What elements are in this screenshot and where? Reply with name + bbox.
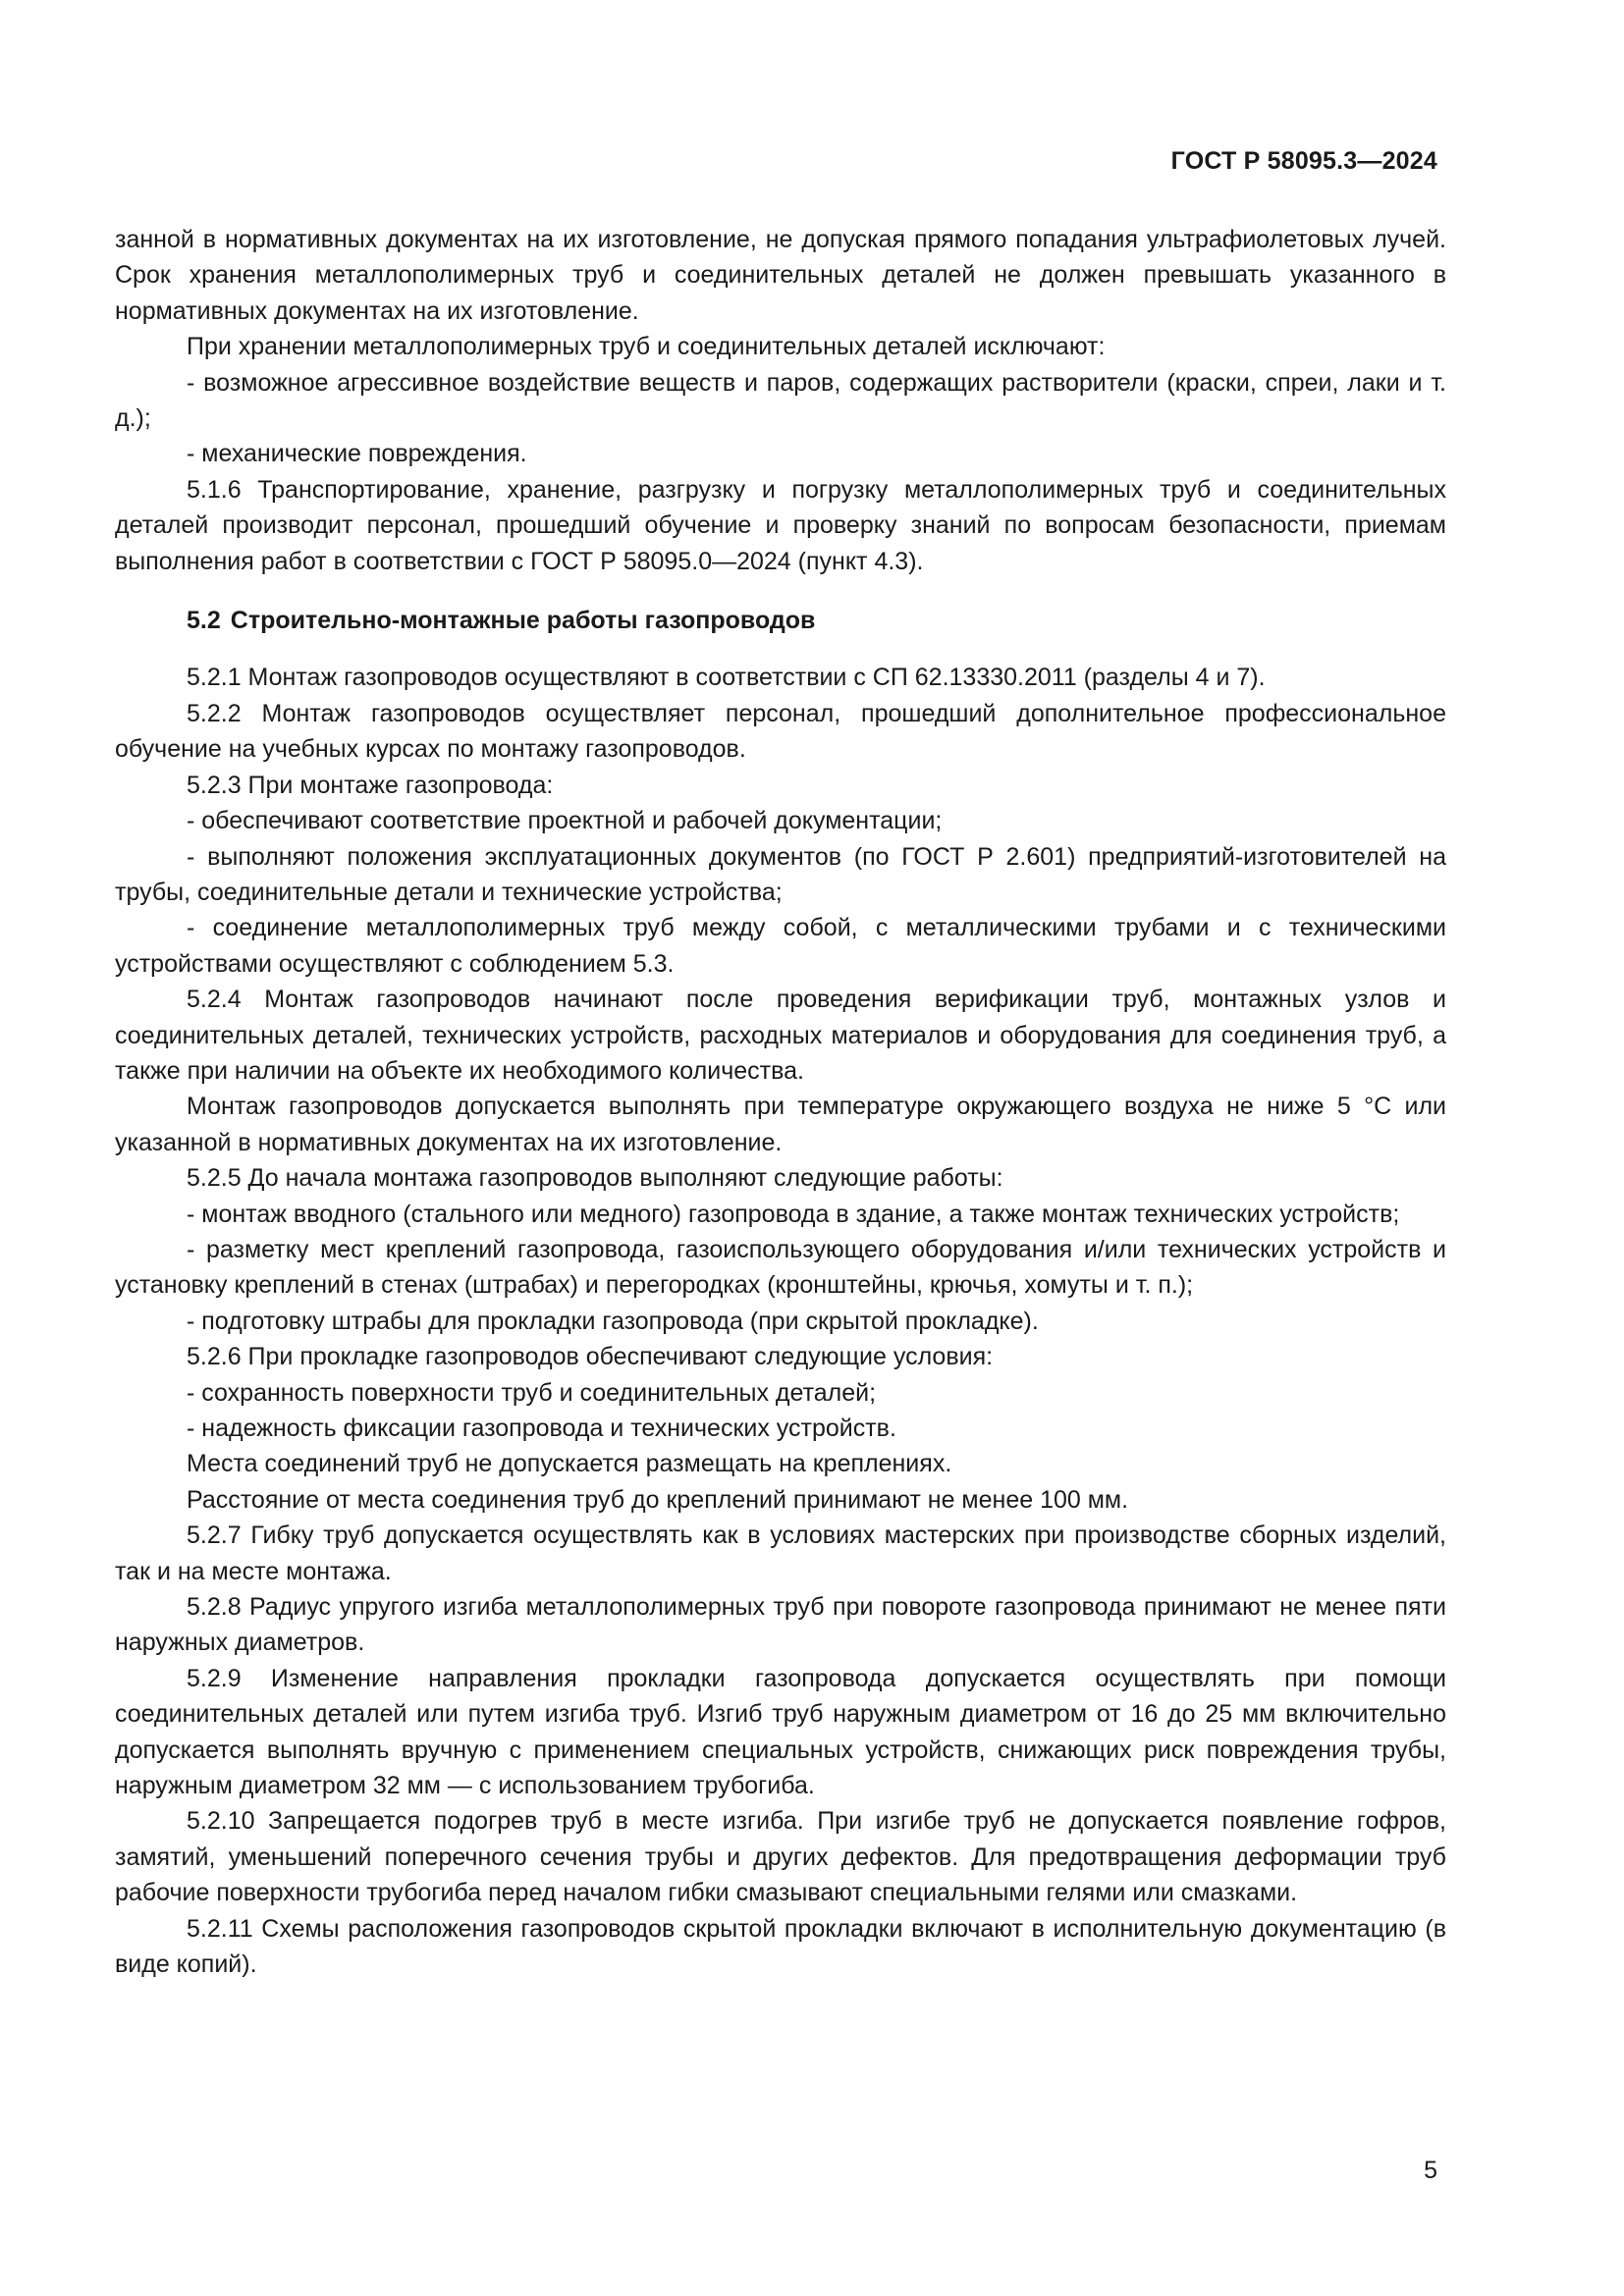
list-item: - разметку мест креплений газопровода, газоиспользующего оборудования и/или технических устройств и установку креплений в стенах (штрабах) и перегородках (кронштейны, крючья, хомуты и т. п.);: [115, 1235, 1446, 1300]
list-item: - подготовку штрабы для прокладки газопровода (при скрытой прокладке).: [187, 1307, 1039, 1335]
clause-5-2-8: 5.2.8 Радиус упругого изгиба металлополимерных труб при повороте газопровода принимают не менее пяти наружных диаметров.: [115, 1593, 1446, 1657]
list-item: - обеспечивают соответствие проектной и рабочей документации;: [187, 807, 943, 835]
list-item: - надежность фиксации газопровода и технических устройств.: [187, 1415, 896, 1442]
document-id-header: ГОСТ Р 58095.3—2024: [1170, 147, 1437, 175]
clause-5-2-9: 5.2.9 Изменение направления прокладки газопровода допускается осуществлять при помощи соединительных деталей или путем изгиба труб. Изгиб труб наружным диаметром от 16 до 25 мм включительно допускается выполнять вручную с применением специальных устройств, снижающих риск повреждения трубы, наружным диаметром 32 мм — с использованием трубогиба.: [115, 1664, 1446, 1800]
clause-5-2-2: 5.2.2 Монтаж газопроводов осуществляет персонал, прошедший дополнительное профессиональное обучение на учебных курсах по монтажу газопроводов.: [115, 699, 1446, 764]
list-item: - монтаж вводного (стального или медного) газопровода в здание, а также монтаж технических устройств;: [187, 1200, 1400, 1228]
list-item: - выполняют положения эксплуатационных документов (по ГОСТ Р 2.601) предприятий-изготовителей на трубы, соединительные детали и технические устройства;: [115, 842, 1446, 906]
paragraph: занной в нормативных документах на их изготовление, не допуская прямого попадания ультрафиолетовых лучей. Срок хранения металлополимерных труб и соединительных деталей не должен превышать указанного в нормативных документах на их изготовление.: [115, 226, 1446, 325]
paragraph: Монтаж газопроводов допускается выполнять при температуре окружающего воздуха не ниже 5 °С или указанной в нормативных документах на их изготовление.: [115, 1093, 1446, 1156]
clause-5-2-10: 5.2.10 Запрещается подогрев труб в месте изгиба. При изгибе труб не допускается появление гофров, замятий, уменьшений поперечного сечения трубы и других дефектов. Для предотвращения деформации труб рабочие поверхности трубогиба перед началом гибки смазывают специальными гелями или смазками.: [115, 1807, 1446, 1907]
clause-5-2-11: 5.2.11 Схемы расположения газопроводов скрытой прокладки включают в исполнительную документацию (в виде копий).: [115, 1914, 1446, 1979]
document-body: [115, 222, 1446, 1983]
list-item: - возможное агрессивное воздействие веществ и паров, содержащих растворители (краски, спреи, лаки и т. д.);: [115, 368, 1446, 433]
paragraph: Места соединений труб не допускается размещать на креплениях.: [187, 1450, 952, 1478]
clause-5-2-7: 5.2.7 Гибку труб допускается осуществлять как в условиях мастерских при производстве сборных изделий, так и на месте монтажа.: [115, 1522, 1446, 1585]
paragraph: Расстояние от места соединения труб до креплений принимают не менее 100 мм.: [187, 1485, 1129, 1514]
list-item: - соединение металлополимерных труб между собой, с металлическими трубами и с техническими устройствами осуществляют с соблюдением 5.3.: [115, 914, 1446, 978]
clause-5-1-6: 5.1.6 Транспортирование, хранение, разгрузку и погрузку металлополимерных труб и соединительных деталей производит персонал, прошедший обучение и проверку знаний по вопросам безопасности, приемам выполнения работ в соответствии с ГОСТ Р 58095.0—2024 (пункт 4.3).: [115, 475, 1446, 575]
section-title: Строительно-монтажные работы газопроводов: [230, 607, 816, 635]
clause-5-2-1: 5.2.1 Монтаж газопроводов осуществляют в соответствии с СП 62.13330.2011 (разделы 4 и 7).: [187, 664, 1266, 692]
clause-5-2-6: 5.2.6 При прокладке газопроводов обеспечивают следующие условия:: [187, 1343, 994, 1371]
section-number: 5.2: [187, 607, 221, 635]
section-heading: [115, 603, 1446, 638]
list-item: - сохранность поверхности труб и соединительных деталей;: [187, 1378, 877, 1407]
paragraph: При хранении металлополимерных труб и соединительных деталей исключают:: [187, 333, 1106, 361]
list-item: - механические повреждения.: [187, 440, 527, 468]
clause-5-2-4: 5.2.4 Монтаж газопроводов начинают после проведения верификации труб, монтажных узлов и соединительных деталей, технических устройств, расходных материалов и оборудования для соединения труб, а также при наличии на объекте их необходимого количества.: [115, 986, 1446, 1085]
clause-5-2-5: 5.2.5 До начала монтажа газопроводов выполняют следующие работы:: [187, 1164, 1003, 1193]
page-number: 5: [1424, 2157, 1437, 2184]
clause-5-2-3: 5.2.3 При монтаже газопровода:: [187, 771, 554, 799]
